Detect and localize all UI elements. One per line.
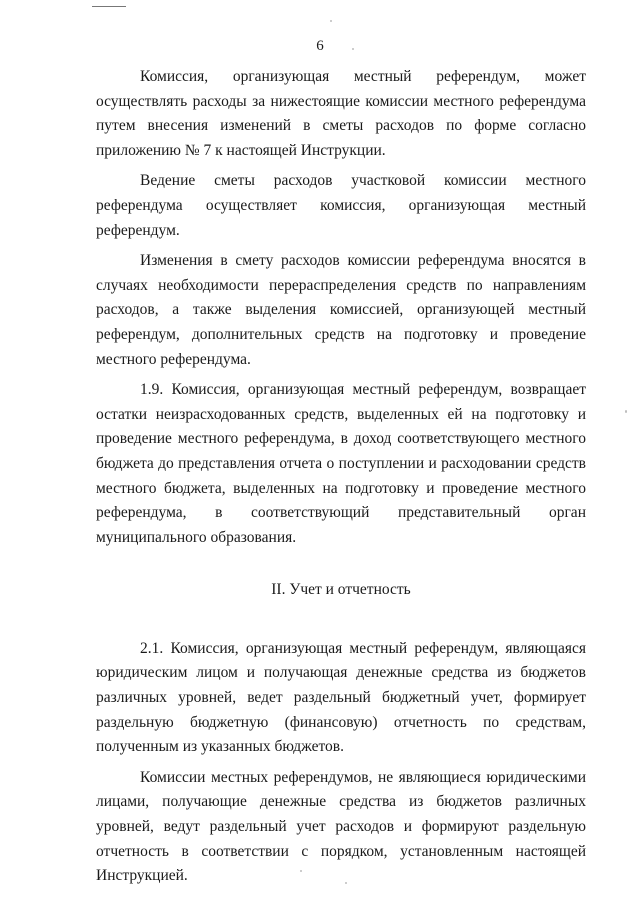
paragraph: Изменения в смету расходов комиссии референдума вносятся в случаях необходимости перераспределения средств по направлениям расходов, а также выделения комиссией, организующей местный референдум, дополнительных средств на подготовку и проведение местного референдума.	[96, 252, 586, 368]
paragraph: Комиссии местных референдумов, не являющиеся юридическими лицами, получающие денежные средства из бюджетов различных уровней, ведут раздельный учет расходов и формируют раздельную отчетность в соответствии с порядком, установленным настоящей Инструкцией.	[96, 768, 586, 885]
scan-speck	[352, 48, 354, 50]
paragraph: Ведение сметы расходов участковой комиссии местного референдума осуществляет комиссия, организующая местный референдум.	[96, 172, 586, 239]
scan-speck	[625, 410, 627, 413]
document-body	[96, 65, 586, 889]
paragraph: 2.1. Комиссия, организующая местный референдум, являющаяся юридическим лицом и получающая денежные средства из бюджетов различных уровней, ведет раздельный бюджетный учет, формирует раздельную бюджетную (финансовую) отчетность по средствам, полученным из указанных бюджетов.	[96, 639, 586, 756]
scan-mark	[92, 6, 126, 7]
page-number: 6	[316, 38, 324, 54]
paragraph: Комиссия, организующая местный референдум, может осуществлять расходы за нижестоящие комиссии местного референдума путем внесения изменений в сметы расходов по форме согласно приложению № 7 к настоящей Инструкции.	[96, 68, 586, 159]
paragraph: 1.9. Комиссия, организующая местный референдум, возвращает остатки неизрасходованных средств, выделенных ей на подготовку и проведение местного референдума, в доход соответствующего местного бюджета до представления отчета о поступлении и расходовании средств местного бюджета, выделенных на подготовку и проведение местного референдума, в соответствующий представительный орган муниципального образования.	[96, 381, 586, 546]
scan-speck	[345, 882, 347, 884]
scan-speck	[300, 870, 302, 872]
scan-speck	[330, 20, 332, 22]
section-heading: II. Учет и отчетность	[271, 581, 411, 599]
